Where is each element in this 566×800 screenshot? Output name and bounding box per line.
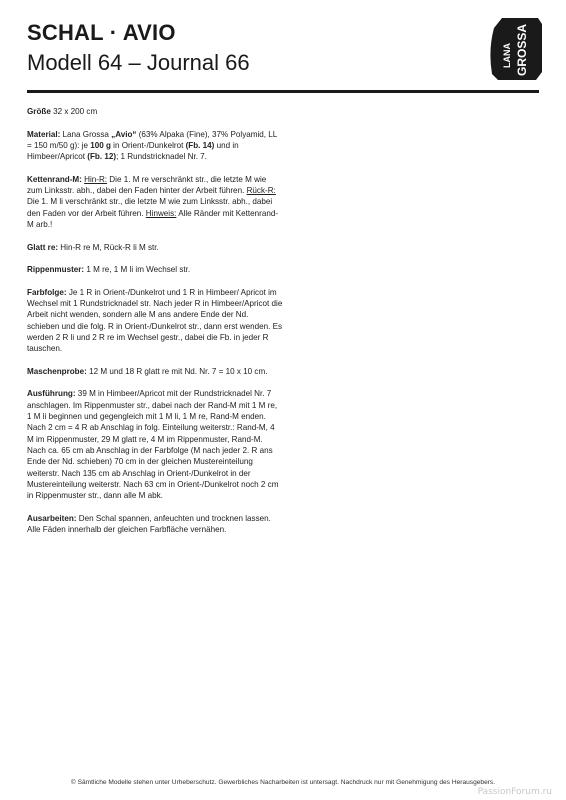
- section-ausarbeiten: Ausarbeiten: Den Schal spannen, anfeuchten und trocknen lassen. Alle Fäden innerhalb der gleichen Farbfläche vernähen.: [27, 513, 271, 534]
- section-farbfolge: Farbfolge: Je 1 R in Orient-/Dunkelrot und 1 R in Himbeer/ Apricot im Wechsel mit 1 Rundstricknadel str. Nach jeder R in Himbeer/Apricot die Arbeit nicht wenden, sondern alle M ans andere Ende der Nd. schieben und die folg. R in Orient-/Dunkelrot str., dann erst wenden. Es werden 2 R li und 2 R re im Wechsel gestr., dabei die Fb. in jeder R tauschen.: [27, 287, 283, 354]
- section-maschenprobe: Maschenprobe: 12 M und 18 R glatt re mit Nd. Nr. 7 = 10 x 10 cm.: [27, 366, 268, 376]
- watermark: PassionForum.ru: [477, 787, 552, 797]
- section-ausfuehrung: Ausführung: 39 M in Himbeer/Apricot mit der Rundstricknadel Nr. 7 anschlagen. Im Rippenmuster str., dabei nach der Rand-M mit 1 M re, 1 M li beginnen und gegengleich mit 1 M li, 1 M re, Rand-M enden. Nach 2 cm = 4 R ab Anschlag in folg. Einteilung weiterstr.: Rand-M, 4 M im Rippenmuster, 29 M glatt re, 4 M im Rippenmuster, Rand-M. Nach ca. 65 cm ab Anschlag in der Farbfolge (M nach jeder 2. R ans Ende der Nd. schieben) 70 cm in der gleichen Mustereinteilung weiterstr. Nach 135 cm ab Anschlag in Orient-/Dunkelrot in der Mustereinteilung weiterstr. Nach 63 cm in Orient-/Dunkelrot noch 2 cm in Rippenmuster str., dann alle M abk.: [27, 389, 279, 501]
- section-material: Material: Lana Grossa „Avio“ (63% Alpaka (Fine), 37% Polyamid, LL = 150 m/50 g): je 100 g in Orient-/Dunkelrot (Fb. 14) und in Himbeer/Apricot (Fb. 12); 1 Rundstricknadel Nr. 7.: [27, 129, 277, 162]
- page-subtitle: Modell 64 – Journal 66: [27, 50, 250, 75]
- logo-text-grossa: GROSSA: [515, 23, 529, 76]
- section-glatt-re: Glatt re: Hin-R re M, Rück-R li M str.: [27, 242, 159, 252]
- pattern-content: [27, 106, 283, 547]
- section-rippenmuster: Rippenmuster: 1 M re, 1 M li im Wechsel str.: [27, 265, 191, 275]
- section-kettenrand: Kettenrand-M: Hin-R: Die 1. M re verschränkt str., die letzte M wie zum Linksstr. abh., dabei den Faden hinter der Arbeit führen. Rück-R: Die 1. M li verschränkt str., die letzte M wie zum Linksstr. abh., dabei den Faden vor der Arbeit führen. Hinweis: Alle Ränder mit Kettenrand-M arb.!: [27, 174, 279, 229]
- logo-text-lana: LANA: [502, 43, 512, 68]
- header-rule: [27, 90, 539, 93]
- lana-grossa-logo: [488, 16, 544, 82]
- section-groesse: Größe 32 x 200 cm: [27, 107, 98, 116]
- page-title: SCHAL · AVIO: [27, 20, 176, 45]
- copyright-footer: © Sämtliche Modelle stehen unter Urheberschutz. Gewerbliches Nacharbeiten ist untersagt. Nachdruck nur mit Genehmigung des Herausgebers.: [70, 779, 496, 786]
